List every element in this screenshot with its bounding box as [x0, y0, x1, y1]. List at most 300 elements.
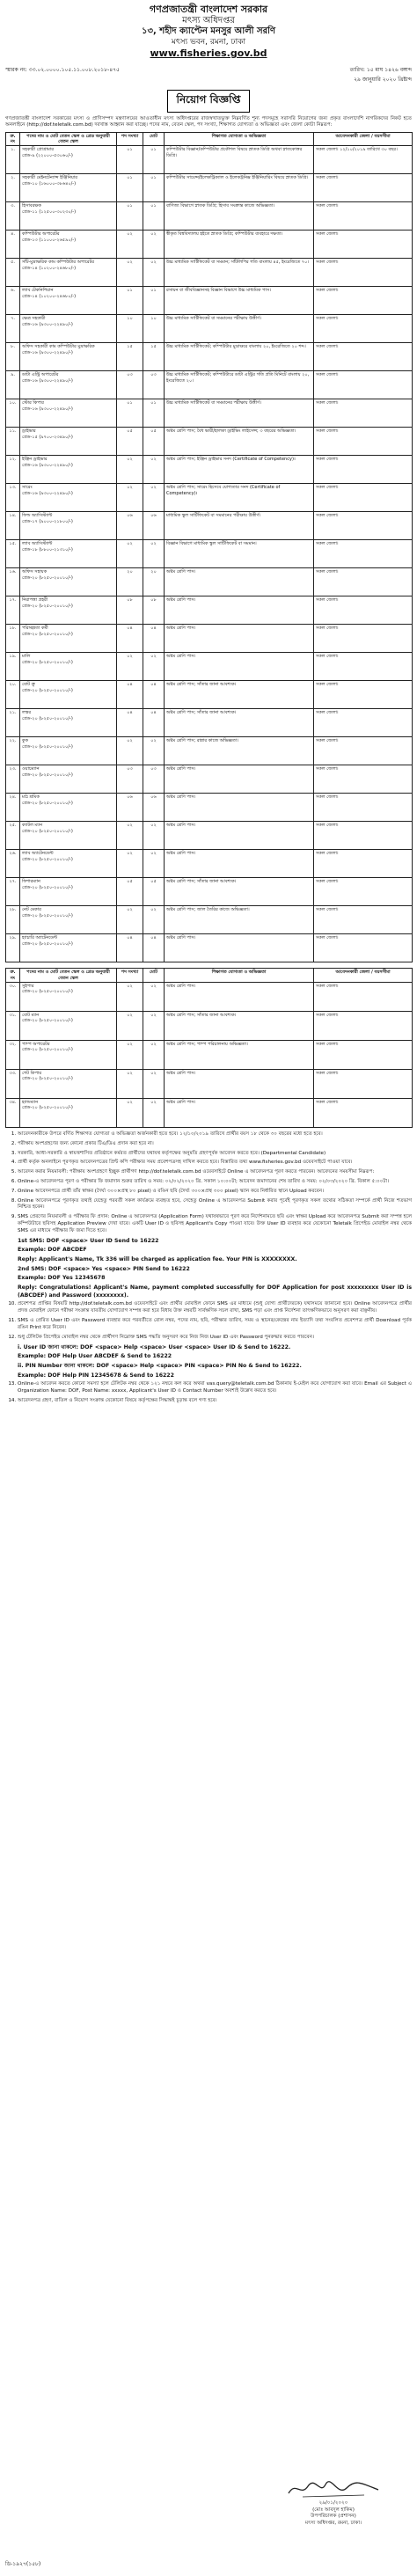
header-qualification: শিক্ষাগত যোগ্যতা ও অভিজ্ঞতা [165, 969, 314, 983]
count-cell: ০১ [117, 287, 143, 315]
serial-cell: ৯. [6, 371, 20, 399]
district-cell: সকল জেলা। [314, 202, 413, 231]
qualification-cell: উচ্চ মাধ্যমিক সার্টিফিকেট বা সমমান; সাঁটলিপির গতি বাংলায় ৪৫, ইংরেজিতে ৭০। [165, 259, 314, 287]
post-cell [20, 315, 117, 343]
instructions-section [5, 1131, 412, 1405]
post-cell [20, 202, 117, 231]
district-cell: সকল জেলা। [314, 456, 413, 484]
serial-cell: ৩২. [6, 1040, 20, 1069]
post-name: পাম্প অপারেটর [22, 1041, 50, 1047]
district-cell: সকল জেলা। [314, 596, 413, 625]
total-cell: ২০ [143, 568, 165, 596]
serial-cell: ২৭. [6, 878, 20, 906]
total-cell: ০২ [143, 982, 165, 1011]
pay-scale: গ্রেড-২০ (৮২৫০-২০০১০/-) [22, 631, 73, 637]
post-name: কম্পিউটার অপারেটর [22, 231, 60, 238]
positions-table [5, 132, 413, 963]
pay-scale: গ্রেড-২০ (৮২৫০-২০০১০/-) [22, 940, 73, 947]
table-row [6, 1040, 413, 1069]
serial-cell: ১৮. [6, 625, 20, 653]
count-cell: ০২ [117, 822, 143, 850]
sms-line: Example: DOF ABCDEF [18, 1247, 87, 1254]
qualification-cell: অষ্টম শ্রেণি পাস। [165, 850, 314, 878]
qualification-cell: উচ্চ মাধ্যমিক সার্টিফিকেট; কম্পিউটারে ডাটা এন্ট্রির গতি প্রতি মিনিটে বাংলায় ২০, ইংরেজিতে ২০। [165, 371, 314, 399]
header-count: পদ সংখ্যা [117, 969, 143, 983]
district-cell: সকল জেলা। [314, 653, 413, 681]
post-cell [20, 982, 117, 1011]
qualification-cell: অষ্টম শ্রেণি পাস; বৈধ ভারী/হালকা ড্রাইভিং লাইসেন্স; ৩ বছরের অভিজ্ঞতা। [165, 428, 314, 456]
date-english: ২৯ জানুয়ারি ২০২০ খ্রিষ্টাব্দ [354, 76, 412, 83]
count-cell: ১৫ [117, 343, 143, 371]
table-row [6, 794, 413, 822]
post-cell [20, 596, 117, 625]
qualification-cell: অষ্টম শ্রেণি পাস; সাঁতার জানা আবশ্যক। [165, 681, 314, 709]
instruction-item: 11. SMS এ প্রেরিত User ID এবং Password ব্যবহার করে পরবর্তীতে রোল নম্বর, পদের নাম, ছবি, পরীক্ষার তারিখ, সময় ও স্থানের/কেন্দ্রের নাম ইত্যাদি তথ্য সংবলিত প্রবেশপত্র প্রার্থী Download পূর্বক রঙিন Print করে নিবেন। [18, 1318, 412, 1332]
serial-cell: ২৮. [6, 906, 20, 934]
instruction-item: 13. Online-এ আবেদন করতে কোনো সমস্যা হলে টেলিটক নম্বর থেকে ১২১ নম্বরে কল করে অথবা vas.query@teletalk.com.bd ঠিকানায় ই-মেইল করে যোগাযোগ করা যাবে। Email এর Subject এ Organization Name: DOF, Post Name: xxxxx, Applicant's User ID ও Contact Number অবশ্যই উল্লেখ করতে হবে। [18, 1381, 412, 1395]
instructions-list-3 [5, 1381, 412, 1404]
instruction-item: 8. Online আবেদনপত্রে পূরণকৃত তথ্যই যেহেতু পরবর্তী সকল কার্যক্রমে ব্যবহৃত হবে, সেহেতু Online এ আবেদনপত্র Submit করার পূর্বেই পূরণকৃত সকল তথ্যের সঠিকতা সম্পর্কে প্রার্থী নিজে শতভাগ নিশ্চিত হবেন। [18, 1198, 412, 1212]
total-cell: ০২ [143, 1098, 165, 1127]
count-cell: ২০ [117, 568, 143, 596]
post-cell [20, 287, 117, 315]
post-name: সহকারী প্রোগ্রামার [22, 147, 55, 153]
post-cell [20, 1040, 117, 1069]
total-cell: ০২ [143, 1040, 165, 1069]
pay-scale: গ্রেড-২০ (৮২৫০-২০০১০/-) [22, 1105, 73, 1111]
post-cell [20, 231, 117, 259]
post-cell [20, 737, 117, 765]
total-cell: ০৪ [143, 681, 165, 709]
address-line-2: মৎস্য ভবন, রমনা, ঢাকা [171, 37, 246, 47]
total-cell: ০১ [143, 399, 165, 428]
count-cell: ০২ [117, 982, 143, 1011]
count-cell: ০৪ [117, 709, 143, 737]
table-row [6, 878, 413, 906]
count-cell: ০২ [117, 540, 143, 568]
district-cell: সকল জেলা। [314, 737, 413, 765]
signature-scribble [285, 2477, 382, 2500]
serial-cell: ২০. [6, 681, 20, 709]
post-name: ওয়াচম্যান [22, 766, 40, 772]
district-cell: সকল জেলা। [314, 906, 413, 934]
post-name: ক্ষেত্র সহকারী [22, 316, 46, 322]
count-cell: ০৪ [117, 934, 143, 962]
post-name: হিসাবরক্ষক [22, 203, 41, 209]
qualification-cell: বাণিজ্য বিভাগে স্নাতক ডিগ্রি; হিসাব সংক্রান্ত কাজে অভিজ্ঞতা। [165, 202, 314, 231]
pay-scale: গ্রেড-১৪ (১০২০০-২৪৬৮০/-) [22, 293, 77, 299]
table-row [6, 202, 413, 231]
signatory-designation: উপপরিচালক (প্রশাসন) [311, 2514, 356, 2520]
address-line: ১৩, শহীদ ক্যাপ্টেন মনসুর আলী সরণি [142, 26, 275, 37]
header-total: মোট [143, 132, 165, 146]
post-cell [20, 906, 117, 934]
post-name: নিরাপত্তা প্রহরী [22, 597, 48, 604]
pay-scale: গ্রেড-২০ (৮২৫০-২০০১০/-) [22, 856, 73, 862]
pay-scale: গ্রেড-২০ (৮২৫০-২০০১০/-) [22, 884, 73, 890]
district-cell: সকল জেলা। [314, 399, 413, 428]
notice-title-box [5, 90, 412, 113]
footer-code: ডি-১৯২৭(১৫৮) [5, 2561, 41, 2567]
pay-scale: গ্রেড-২০ (৮২৫০-২০০১০/-) [22, 574, 73, 581]
instructions-list-2 [5, 1301, 412, 1341]
total-cell: ০২ [143, 540, 165, 568]
post-cell [20, 653, 117, 681]
post-name: নেট মেকার [22, 907, 41, 913]
header-district: আবেদনকারী জেলা / বয়সসীমা [314, 969, 413, 983]
post-cell [20, 174, 117, 202]
qualification-cell: উচ্চ মাধ্যমিক সার্টিফিকেট বা সমমানের পরীক্ষায় উত্তীর্ণ। [165, 399, 314, 428]
header-serial: ক্র. নং [6, 132, 20, 146]
qualification-cell: অষ্টম শ্রেণি পাস। [165, 982, 314, 1011]
pay-scale: গ্রেড-১৩ (১১০০০-২৬৫৯০/-) [22, 237, 77, 243]
district-cell: সকল জেলা। [314, 343, 413, 371]
total-cell: ০৫ [143, 878, 165, 906]
positions-body-continued [6, 982, 413, 1127]
header-post: পদের নাম ও মোট বেতন স্কেল ও গ্রেড অনুযায়ী বেতন স্কেল [20, 132, 117, 146]
district-cell: সকল জেলা। [314, 1098, 413, 1127]
post-name: সারেং [22, 485, 33, 491]
instruction-item: 14. আবেদনপত্র গ্রহণ, বাতিল ও নিয়োগ সংক্রান্ত যেকোনো বিষয়ে কর্তৃপক্ষের সিদ্ধান্তই চূড়ান্ত বলে গণ্য হবে। [18, 1398, 412, 1405]
qualification-cell: অষ্টম শ্রেণি পাস। [165, 822, 314, 850]
table-row [6, 737, 413, 765]
serial-cell: ২৬. [6, 850, 20, 878]
total-cell: ০৩ [143, 765, 165, 794]
instruction-item: 7. Online আবেদনপত্রে প্রার্থী তাঁর স্বাক্ষর (দৈর্ঘ্য ৩০০×প্রস্থ ৮০ pixel) ও রঙিন ছবি (দৈর্ঘ্য ৩০০×প্রস্থ ৩০০ pixel) স্ক্যান করে নির্ধারিত স্থানে Upload করবেন। [18, 1189, 412, 1196]
pay-scale: গ্রেড-১১ (১২৫০০-৩০২৩০/-) [22, 209, 77, 215]
count-cell: ০৩ [117, 765, 143, 794]
qualification-cell: অষ্টম শ্রেণি পাস। [165, 765, 314, 794]
total-cell: ০৪ [143, 709, 165, 737]
header-qualification: শিক্ষাগত যোগ্যতা ও অভিজ্ঞতা [165, 132, 314, 146]
count-cell: ০২ [117, 653, 143, 681]
qualification-cell: অষ্টম শ্রেণি পাস। [165, 1069, 314, 1098]
instruction-item: 6. Online-এ আবেদনপত্র পূরণ ও পরীক্ষার ফি জমাদান শুরুর তারিখ ও সময়: ০২/০২/২০২০ খ্রি. সকাল ১০:০০টা; আবেদন জমাদানের শেষ তারিখ ও সময়: ০২/০৩/২০২০ খ্রি. বিকাল ৫:০০টা। [18, 1179, 412, 1186]
post-cell [20, 343, 117, 371]
instructions-list [5, 1131, 412, 1235]
pay-scale: গ্রেড-১০ (১৬০০০-৩৮৬৪০/-) [22, 180, 77, 187]
qualification-cell: অষ্টম শ্রেণি পাস; পাম্প পরিচালনায় অভিজ্ঞতা। [165, 1040, 314, 1069]
post-cell [20, 1069, 117, 1098]
serial-cell: ১. [6, 146, 20, 174]
notice-title: নিয়োগ বিজ্ঞপ্তি [167, 90, 251, 113]
qualification-cell: অষ্টম শ্রেণি পাস। [165, 596, 314, 625]
post-name: অফিস সহকারী কাম কম্পিউটার মুদ্রাক্ষরিক [22, 344, 95, 350]
instruction-item: 12. শুধু টেলিটক প্রিপেইড মোবাইল নম্বর থেকে প্রার্থীগণ নিম্নোক্ত SMS পদ্ধতি অনুসরণ করে নিজ নিজ User ID এবং Password পুনরুদ্ধার করতে পারবেন। [18, 1335, 412, 1342]
district-cell: সকল জেলা। [314, 822, 413, 850]
table-row [6, 484, 413, 512]
post-name: সহকারী মেইনটেন্যান্স ইঞ্জিনিয়ার [22, 175, 78, 181]
department-name: মৎস্য অধিদপ্তর [182, 15, 235, 26]
total-cell: ০২ [143, 456, 165, 484]
sms-format-block [5, 1238, 412, 1300]
intro-paragraph: গণপ্রজাতন্ত্রী বাংলাদেশ সরকারের মৎস্য ও প্রাণিসম্পদ মন্ত্রণালয়ের আওতাধীন মৎস্য অধিদপ্তরের রাজস্বখাতভুক্ত নিম্নবর্ণিত শূন্য পদসমূহে সরাসরি নিয়োগের জন্য প্রকৃত বাংলাদেশি নাগরিকদের নিকট হতে অনলাইনে (http://dof.teletalk.com.bd) দরখাস্ত আহ্বান করা যাচ্ছে। পদের নাম, বেতন স্কেল, পদ সংখ্যা, শিক্ষাগত যোগ্যতা ও অভিজ্ঞতা এবং জেলা কোটা নিম্নরূপ: [5, 115, 412, 128]
serial-cell: ১১. [6, 428, 20, 456]
district-cell: সকল জেলা। [314, 878, 413, 906]
count-cell: ০২ [117, 231, 143, 259]
table-header-row [6, 132, 413, 146]
qualification-cell: কম্পিউটার বিজ্ঞান/কম্পিউটার প্রকৌশল বিষয়ে স্নাতক ডিগ্রি অথবা স্নাতকোত্তর ডিগ্রি। [165, 146, 314, 174]
post-name: ক্যাটল ম্যান [22, 823, 43, 829]
pay-scale: গ্রেড-২০ (৮২৫০-২০০১০/-) [22, 1076, 73, 1082]
post-cell [20, 146, 117, 174]
total-cell: ০১ [143, 174, 165, 202]
pay-scale: গ্রেড-১৮ (৮৮০০-২১৩১০/-) [22, 546, 73, 553]
post-cell [20, 625, 117, 653]
district-cell: সকল জেলা। [314, 982, 413, 1011]
sms-line: Example: DOF Help User ABCDEF & Send to 16222 [18, 1353, 172, 1360]
total-cell: ০৩ [143, 371, 165, 399]
post-name: পরিচ্ছন্নতা কর্মী [22, 626, 48, 632]
total-cell: ০১ [143, 287, 165, 315]
serial-cell: ২৯. [6, 934, 20, 962]
serial-cell: ৩. [6, 202, 20, 231]
count-cell: ০৪ [117, 681, 143, 709]
post-cell [20, 878, 117, 906]
letterhead [5, 4, 412, 60]
total-cell: ১৫ [143, 343, 165, 371]
district-cell: সকল জেলা। [314, 231, 413, 259]
table-row [6, 625, 413, 653]
post-name: লস্কর [22, 710, 32, 716]
total-cell: ০৮ [143, 596, 165, 625]
serial-cell: ৭. [6, 315, 20, 343]
post-name: বোট ম্যান [22, 1012, 40, 1018]
qualification-cell: অষ্টম শ্রেণি পাস। [165, 1098, 314, 1127]
qualification-cell: অষ্টম শ্রেণি পাস; ইঞ্জিন ড্রাইভার সনদ (Certificate of Competency)। [165, 456, 314, 484]
instruction-item: 3. সরকারি, আধা-সরকারি ও স্বায়ত্তশাসিত প্রতিষ্ঠানে কর্মরত প্রার্থীদের যথাযথ কর্তৃপক্ষের অনুমতি গ্রহণপূর্বক আবেদন করতে হবে। (Departmental Candidate) [18, 1151, 412, 1158]
district-cell: সকল জেলা। [314, 174, 413, 202]
count-cell: ০২ [117, 737, 143, 765]
post-cell [20, 540, 117, 568]
district-cell: সকল জেলা। ১২/১০/২০১৯ তারিখে ৩০ বছর। [314, 146, 413, 174]
pay-scale: গ্রেড-১৬ (৯৩০০-২২৪৯০/-) [22, 406, 73, 412]
post-cell [20, 399, 117, 428]
district-cell: সকল জেলা। [314, 568, 413, 596]
total-cell: ০২ [143, 484, 165, 512]
serial-cell: ১২. [6, 456, 20, 484]
qualification-cell: অষ্টম শ্রেণি পাস। [165, 934, 314, 962]
total-cell: ০২ [143, 653, 165, 681]
post-cell [20, 850, 117, 878]
qualification-cell: উচ্চ মাধ্যমিক সার্টিফিকেট; কম্পিউটার মুদ্রাক্ষরে বাংলায় ২০, ইংরেজিতে ২০ শব্দ। [165, 343, 314, 371]
serial-cell: ১৩. [6, 484, 20, 512]
qualification-cell: অষ্টম শ্রেণি পাস; সারেং হিসেবে যোগ্যতার সনদ (Certificate of Competency)। [165, 484, 314, 512]
count-cell: ০২ [117, 906, 143, 934]
table-row [6, 850, 413, 878]
pay-scale: গ্রেড-২০ (৮২৫০-২০০১০/-) [22, 1018, 73, 1024]
pay-scale: গ্রেড-১৭ (৯০০০-২১৮০০/-) [22, 518, 73, 524]
count-cell: ০২ [117, 850, 143, 878]
district-cell: সকল জেলা। [314, 1040, 413, 1069]
post-name: ডাটা এন্ট্রি অপারেটর [22, 372, 59, 378]
table-header-row [6, 969, 413, 983]
serial-cell: ২৪. [6, 794, 20, 822]
qualification-cell: কম্পিউটার সায়েন্স/ইলেকট্রিক্যাল ও ইলেকট্রনিক্স ইঞ্জিনিয়ারিং বিষয়ে স্নাতক ডিগ্রি। [165, 174, 314, 202]
positions-body [6, 146, 413, 962]
qualification-cell: অষ্টম শ্রেণি পাস; জাল তৈরির কাজে অভিজ্ঞতা। [165, 906, 314, 934]
total-cell: ০২ [143, 259, 165, 287]
qualification-cell: অষ্টম শ্রেণি পাস; সাঁতার জানা আবশ্যক। [165, 1011, 314, 1040]
post-name: বোট ক্রু [22, 682, 35, 688]
qualification-cell: স্বীকৃত বিশ্ববিদ্যালয় হইতে স্নাতক ডিগ্রি; কম্পিউটার ব্যবহারে দক্ষতা। [165, 231, 314, 259]
post-cell [20, 934, 117, 962]
instruction-item: 5. আবেদন করার নিয়মাবলী: পরীক্ষায় অংশগ্রহণে ইচ্ছুক প্রার্থীগণ http://dof.teletalk.com.bd ওয়েবসাইটে Online এ আবেদনপত্র পূরণ করতে পারবেন। আবেদনের সময়সীমা নিম্নরূপ: [18, 1169, 412, 1176]
instruction-item: 10. প্রবেশপত্র প্রাপ্তির বিষয়টি http://dof.teletalk.com.bd ওয়েবসাইটে এবং প্রার্থীর মোবাইল ফোনে SMS এর মাধ্যমে (শুধু যোগ্য প্রার্থীদেরকে) যথাসময়ে জানানো হবে। Online আবেদনপত্রে প্রার্থীর প্রদত্ত মোবাইল ফোনে পরীক্ষা সংক্রান্ত যাবতীয় যোগাযোগ সম্পন্ন করা হবে বিধায় উক্ত নম্বরটি সার্বক্ষণিক সচল রাখা, SMS পড়া এবং প্রাপ্ত নির্দেশনা তাৎক্ষণিকভাবে অনুসরণ করা বাঞ্ছনীয়। [18, 1301, 412, 1315]
sms-line: 2nd SMS: DOF <space> Yes <space> PIN Send to 16222 [18, 1265, 190, 1272]
count-cell: ১০ [117, 315, 143, 343]
pay-scale: গ্রেড-১৫ (৯৭০০-২৩৪৯০/-) [22, 434, 73, 440]
sms-line: i. User ID জানা থাকলে: DOF <space> Help <space> User <space> User ID & Send to 16222. [18, 1343, 291, 1350]
count-cell: ০১ [117, 146, 143, 174]
district-cell: সকল জেলা। [314, 1069, 413, 1098]
sms-recovery-block [5, 1344, 412, 1380]
post-name: হ্যাচারি অ্যাটেনডেন্ট [22, 935, 58, 941]
count-cell: ০২ [117, 456, 143, 484]
count-cell: ০৫ [117, 428, 143, 456]
pay-scale: গ্রেড-১৬ (৯৩০০-২২৪৯০/-) [22, 377, 73, 384]
pay-scale: গ্রেড-২০ (৮২৫০-২০০১০/-) [22, 912, 73, 918]
table-row [6, 512, 413, 540]
post-cell [20, 765, 117, 794]
post-cell [20, 484, 117, 512]
header-district: আবেদনকারী জেলা / বয়সসীমা [314, 132, 413, 146]
pay-scale: গ্রেড-২০ (৮২৫০-২০০১০/-) [22, 1047, 73, 1053]
table-row [6, 596, 413, 625]
table-row [6, 399, 413, 428]
post-cell [20, 428, 117, 456]
instruction-item: 4. প্রার্থী কর্তৃক অনলাইনে পূরণকৃত আবেদনপত্রের প্রিন্ট কপি পরীক্ষার সময় প্রবেশপত্রসহ দাখিল করতে হবে। বিস্তারিত তথ্য www.fisheries.gov.bd ওয়েবসাইটে পাওয়া যাবে। [18, 1160, 412, 1167]
table-row [6, 653, 413, 681]
district-cell: সকল জেলা। [314, 681, 413, 709]
qualification-cell: অষ্টম শ্রেণি পাস; সাঁতার জানা আবশ্যক। [165, 878, 314, 906]
qualification-cell: অষ্টম শ্রেণি পাস। [165, 653, 314, 681]
table-row [6, 343, 413, 371]
total-cell: ০২ [143, 1069, 165, 1098]
qualification-cell: অষ্টম শ্রেণি পাস; সাঁতার জানা আবশ্যক। [165, 709, 314, 737]
district-cell: সকল জেলা। [314, 625, 413, 653]
pay-scale: গ্রেড-৯ (২২০০০-৫৩০৬০/-) [22, 152, 73, 158]
post-name: কুক [22, 738, 28, 744]
district-cell: সকল জেলা। [314, 484, 413, 512]
table-row [6, 287, 413, 315]
district-cell: সকল জেলা। [314, 259, 413, 287]
count-cell: ০১ [117, 174, 143, 202]
qualification-cell: অষ্টম শ্রেণি পাস। [165, 568, 314, 596]
instruction-item: 9. SMS প্রেরণের নিয়মাবলী ও পরীক্ষার ফি প্রদান: Online এ আবেদনপত্র (Application Form) যথাযথভাবে পূরণ করে নির্দেশনামতে ছবি এবং স্বাক্ষর Upload করে আবেদনপত্র Submit করা সম্পন্ন হলে কম্পিউটারে ছবিসহ Application Preview দেখা যাবে। একটি User ID ও ছবিসহ Applicant's Copy পাওয়া যাবে। উক্ত User ID ব্যবহার করে যেকোনো Teletalk প্রিপেইড মোবাইল নম্বর থেকে SMS এর মাধ্যমে পরীক্ষার ফি জমা দিতে হবে। [18, 1214, 412, 1234]
pay-scale: গ্রেড-২০ (৮২৫০-২০০১০/-) [22, 828, 73, 834]
table-row [6, 231, 413, 259]
table-row [6, 259, 413, 287]
sms-line: Example: DOF Yes 12345678 [18, 1275, 106, 1282]
post-name: হ্যান্ডম্যান [22, 1099, 39, 1105]
table-row [6, 982, 413, 1011]
serial-cell: ৩০. [6, 982, 20, 1011]
total-cell: ০২ [143, 1011, 165, 1040]
instruction-item: 2. পরীক্ষায় অংশগ্রহণের জন্য কোনো প্রকার টিএ/ডিএ প্রদান করা হবে না। [18, 1141, 412, 1148]
total-cell: ০৬ [143, 512, 165, 540]
header-count: পদ সংখ্যা [117, 132, 143, 146]
count-cell: ০২ [117, 1011, 143, 1040]
total-cell: ০১ [143, 146, 165, 174]
table-row [6, 681, 413, 709]
district-cell: সকল জেলা। [314, 1011, 413, 1040]
table-row [6, 540, 413, 568]
table-row [6, 1011, 413, 1040]
count-cell: ০১ [117, 399, 143, 428]
post-cell [20, 1011, 117, 1040]
date-bangla: তারিখ: ১৫ মাঘ ১৪২৬ বঙ্গাব্দ [349, 66, 412, 73]
pay-scale: গ্রেড-১৬ (৯৩০০-২২৪৯০/-) [22, 490, 73, 496]
header-serial: ক্র. নং [6, 969, 20, 983]
serial-cell: ৬. [6, 287, 20, 315]
table-row [6, 428, 413, 456]
table-row [6, 371, 413, 399]
serial-cell: ৪. [6, 231, 20, 259]
total-cell: ১০ [143, 315, 165, 343]
website-link[interactable]: www.fisheries.gov.bd [150, 48, 267, 59]
table-row [6, 709, 413, 737]
pay-scale: গ্রেড-২০ (৮২৫০-২০০১০/-) [22, 603, 73, 609]
instruction-item: 1. আবেদনকারীকে উপরে বর্ণিত শিক্ষাগত যোগ্যতা ও অভিজ্ঞতা অর্জনকারী হতে হবে। ১২/১০/২০১৯ তারিখে প্রার্থীর বয়স ১৮ থেকে ৩০ বছরের মধ্যে হতে হবে। [18, 1131, 412, 1138]
qualification-cell: অষ্টম শ্রেণি পাস। [165, 625, 314, 653]
table-row [6, 174, 413, 202]
table-row [6, 934, 413, 962]
post-cell [20, 371, 117, 399]
post-name: মালি [22, 654, 31, 660]
post-cell [20, 259, 117, 287]
count-cell: ০১ [117, 202, 143, 231]
count-cell: ০৬ [117, 512, 143, 540]
serial-cell: ৮. [6, 343, 20, 371]
total-cell: ০১ [143, 202, 165, 231]
count-cell: ০৬ [117, 794, 143, 822]
notice-date [350, 65, 412, 84]
post-name: ড্রাইভার [22, 428, 36, 435]
sms-line: 1st SMS: DOF <space> User ID Send to 16222 [18, 1237, 159, 1244]
serial-cell: ৫. [6, 259, 20, 287]
post-name: স্টোর কিপার [22, 400, 44, 406]
table-row [6, 822, 413, 850]
district-cell: সকল জেলা। [314, 315, 413, 343]
total-cell: ০৪ [143, 625, 165, 653]
total-cell: ০৬ [143, 794, 165, 822]
table-row [6, 1098, 413, 1127]
sms-line: Example: DOF Help PIN 12345678 & Send to 16222 [18, 1372, 174, 1379]
sms-line: Reply: Congratulations! Applicant's Name, payment completed successfully for DOF Application for post xxxxxxxxx User ID is (ABCDEF) and Password (xxxxxxxx). [18, 1284, 412, 1299]
table-row [6, 315, 413, 343]
post-name: ফিশারম্যান [22, 879, 40, 885]
signatory-name: (মোঃ আবদুল হাকিম) [312, 2506, 355, 2513]
sms-line: ii. PIN Number জানা থাকলে: DOF <space> Help <space> PIN <space> PIN No & Send to 16222. [18, 1362, 302, 1369]
post-name: ল্যাব টেকনিশিয়ান [22, 288, 54, 294]
post-name: সুইপার [22, 983, 34, 989]
count-cell: ০৩ [117, 371, 143, 399]
count-cell: ০৫ [117, 878, 143, 906]
total-cell: ০২ [143, 737, 165, 765]
district-cell: সকল জেলা। [314, 765, 413, 794]
post-cell [20, 822, 117, 850]
qualification-cell: উচ্চ মাধ্যমিক সার্টিফিকেট বা সমমানের পরীক্ষায় উত্তীর্ণ। [165, 315, 314, 343]
count-cell: ০২ [117, 484, 143, 512]
serial-cell: ১৬. [6, 568, 20, 596]
post-cell [20, 681, 117, 709]
qualification-cell: বিজ্ঞান বিভাগে মাধ্যমিক স্কুল সার্টিফিকেট বা সমমান। [165, 540, 314, 568]
total-cell: ০৪ [143, 934, 165, 962]
post-name: ফিল্ড অ্যাসিস্ট্যান্ট [22, 513, 53, 519]
serial-cell: ১৪. [6, 512, 20, 540]
count-cell: ০৮ [117, 596, 143, 625]
